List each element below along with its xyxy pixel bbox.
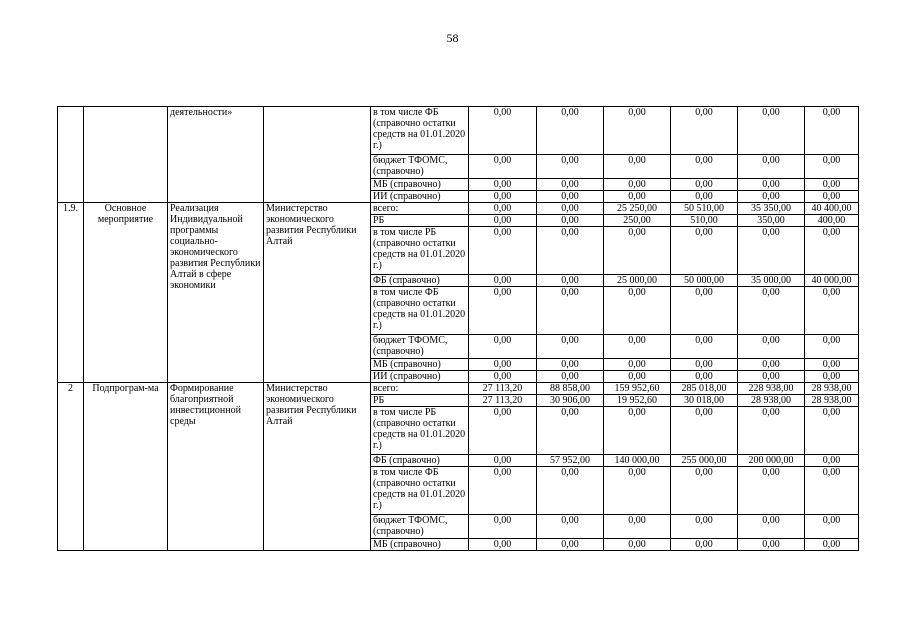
table-row	[58, 203, 859, 215]
amount-cell: 0,00	[805, 467, 859, 515]
amount-cell: 0,00	[738, 191, 805, 203]
funding-source-cell: в том числе РБ (справочно остатки средств на 01.01.2020 г.)	[371, 407, 469, 455]
amount-cell: 140 000,00	[604, 455, 671, 467]
amount-cell: 40 000,00	[805, 275, 859, 287]
amount-cell: 0,00	[604, 155, 671, 179]
funding-source-cell: в том числе РБ (справочно остатки средств на 01.01.2020 г.)	[371, 227, 469, 275]
amount-cell: 0,00	[537, 371, 604, 383]
item-title-cell: Формирование благоприятной инвестиционной среды	[168, 383, 264, 551]
funding-source-cell: МБ (справочно)	[371, 359, 469, 371]
amount-cell: 0,00	[537, 335, 604, 359]
funding-source-cell: бюджет ТФОМС, (справочно)	[371, 335, 469, 359]
amount-cell: 0,00	[537, 407, 604, 455]
amount-cell: 0,00	[604, 359, 671, 371]
funding-source-cell: всего:	[371, 203, 469, 215]
amount-cell: 0,00	[671, 107, 738, 155]
amount-cell: 0,00	[604, 107, 671, 155]
amount-cell: 0,00	[537, 359, 604, 371]
amount-cell: 88 858,00	[537, 383, 604, 395]
amount-cell: 0,00	[537, 155, 604, 179]
funding-source-cell: МБ (справочно)	[371, 539, 469, 551]
amount-cell: 0,00	[738, 227, 805, 275]
amount-cell: 27 113,20	[469, 395, 537, 407]
amount-cell: 0,00	[738, 515, 805, 539]
amount-cell: 159 952,60	[604, 383, 671, 395]
amount-cell: 0,00	[805, 155, 859, 179]
amount-cell: 0,00	[537, 275, 604, 287]
funding-source-cell: РБ	[371, 215, 469, 227]
amount-cell: 0,00	[805, 227, 859, 275]
amount-cell: 0,00	[537, 287, 604, 335]
amount-cell: 0,00	[671, 287, 738, 335]
amount-cell: 0,00	[671, 155, 738, 179]
amount-cell: 0,00	[805, 359, 859, 371]
amount-cell: 0,00	[671, 407, 738, 455]
amount-cell: 0,00	[537, 179, 604, 191]
amount-cell: 25 250,00	[604, 203, 671, 215]
amount-cell: 0,00	[537, 515, 604, 539]
amount-cell: 0,00	[805, 539, 859, 551]
amount-cell: 0,00	[469, 275, 537, 287]
amount-cell: 35 000,00	[738, 275, 805, 287]
amount-cell: 200 000,00	[738, 455, 805, 467]
amount-cell: 0,00	[469, 203, 537, 215]
funding-source-cell: всего:	[371, 383, 469, 395]
executor-cell	[264, 107, 371, 203]
amount-cell: 0,00	[469, 179, 537, 191]
amount-cell: 0,00	[738, 107, 805, 155]
amount-cell: 0,00	[469, 107, 537, 155]
amount-cell: 285 018,00	[671, 383, 738, 395]
amount-cell: 0,00	[469, 467, 537, 515]
amount-cell: 510,00	[671, 215, 738, 227]
amount-cell: 0,00	[805, 335, 859, 359]
amount-cell: 0,00	[671, 335, 738, 359]
amount-cell: 0,00	[671, 179, 738, 191]
amount-cell: 0,00	[537, 539, 604, 551]
budget-table	[57, 106, 859, 551]
amount-cell: 0,00	[738, 407, 805, 455]
amount-cell: 0,00	[469, 539, 537, 551]
funding-source-cell: ИИ (справочно)	[371, 371, 469, 383]
amount-cell: 0,00	[469, 371, 537, 383]
funding-source-cell: ИИ (справочно)	[371, 191, 469, 203]
amount-cell: 228 938,00	[738, 383, 805, 395]
amount-cell: 0,00	[604, 335, 671, 359]
item-type-cell: Подпрограм-ма	[84, 383, 168, 551]
funding-source-cell: в том числе ФБ (справочно остатки средств на 01.01.2020 г.)	[371, 287, 469, 335]
amount-cell: 0,00	[537, 467, 604, 515]
amount-cell: 0,00	[805, 407, 859, 455]
funding-source-cell: РБ	[371, 395, 469, 407]
amount-cell: 28 938,00	[738, 395, 805, 407]
amount-cell: 0,00	[604, 371, 671, 383]
amount-cell: 0,00	[604, 515, 671, 539]
row-number-cell	[58, 107, 84, 203]
amount-cell: 0,00	[469, 155, 537, 179]
amount-cell: 0,00	[537, 191, 604, 203]
amount-cell: 0,00	[469, 359, 537, 371]
amount-cell: 0,00	[738, 287, 805, 335]
amount-cell: 0,00	[738, 335, 805, 359]
amount-cell: 0,00	[469, 455, 537, 467]
amount-cell: 0,00	[738, 155, 805, 179]
amount-cell: 0,00	[671, 191, 738, 203]
amount-cell: 0,00	[805, 107, 859, 155]
item-title-cell: Реализация Индивидуальной программы социально-экономического развития Республики Алтай в сфере экономики	[168, 203, 264, 383]
executor-cell: Министерство экономического развития Республики Алтай	[264, 203, 371, 383]
table-body	[58, 107, 859, 551]
amount-cell: 28 938,00	[805, 395, 859, 407]
table-row	[58, 107, 859, 155]
page-number: 58	[446, 31, 459, 45]
amount-cell: 0,00	[604, 287, 671, 335]
funding-source-cell: бюджет ТФОМС, (справочно)	[371, 515, 469, 539]
amount-cell: 50 000,00	[671, 275, 738, 287]
amount-cell: 0,00	[469, 227, 537, 275]
amount-cell: 0,00	[604, 179, 671, 191]
item-type-cell	[84, 107, 168, 203]
amount-cell: 0,00	[537, 215, 604, 227]
amount-cell: 57 952,00	[537, 455, 604, 467]
amount-cell: 0,00	[469, 215, 537, 227]
amount-cell: 30 018,00	[671, 395, 738, 407]
amount-cell: 0,00	[469, 515, 537, 539]
amount-cell: 0,00	[537, 227, 604, 275]
funding-source-cell: в том числе ФБ (справочно остатки средств на 01.01.2020 г.)	[371, 107, 469, 155]
item-type-cell: Основное мероприятие	[84, 203, 168, 383]
amount-cell: 0,00	[805, 515, 859, 539]
item-title-cell: деятельности»	[168, 107, 264, 203]
amount-cell: 0,00	[805, 179, 859, 191]
amount-cell: 40 400,00	[805, 203, 859, 215]
amount-cell: 0,00	[671, 227, 738, 275]
amount-cell: 400,00	[805, 215, 859, 227]
amount-cell: 350,00	[738, 215, 805, 227]
funding-source-cell: ФБ (справочно)	[371, 455, 469, 467]
amount-cell: 0,00	[537, 203, 604, 215]
amount-cell: 0,00	[805, 455, 859, 467]
amount-cell: 0,00	[671, 371, 738, 383]
amount-cell: 0,00	[671, 359, 738, 371]
amount-cell: 255 000,00	[671, 455, 738, 467]
amount-cell: 0,00	[738, 539, 805, 551]
amount-cell: 0,00	[469, 407, 537, 455]
funding-source-cell: в том числе ФБ (справочно остатки средств на 01.01.2020 г.)	[371, 467, 469, 515]
amount-cell: 0,00	[671, 539, 738, 551]
amount-cell: 0,00	[469, 191, 537, 203]
amount-cell: 0,00	[604, 191, 671, 203]
amount-cell: 35 350,00	[738, 203, 805, 215]
amount-cell: 28 938,00	[805, 383, 859, 395]
amount-cell: 25 000,00	[604, 275, 671, 287]
amount-cell: 19 952,60	[604, 395, 671, 407]
row-number-cell: 2	[58, 383, 84, 551]
table-row	[58, 383, 859, 395]
amount-cell: 0,00	[604, 407, 671, 455]
amount-cell: 30 906,00	[537, 395, 604, 407]
amount-cell: 0,00	[671, 467, 738, 515]
amount-cell: 27 113,20	[469, 383, 537, 395]
amount-cell: 0,00	[604, 467, 671, 515]
amount-cell: 0,00	[738, 371, 805, 383]
amount-cell: 0,00	[537, 107, 604, 155]
amount-cell: 0,00	[469, 335, 537, 359]
amount-cell: 0,00	[604, 539, 671, 551]
funding-source-cell: ФБ (справочно)	[371, 275, 469, 287]
row-number-cell: 1.9.	[58, 203, 84, 383]
executor-cell: Министерство экономического развития Республики Алтай	[264, 383, 371, 551]
amount-cell: 0,00	[671, 515, 738, 539]
amount-cell: 250,00	[604, 215, 671, 227]
amount-cell: 0,00	[805, 191, 859, 203]
amount-cell: 0,00	[604, 227, 671, 275]
funding-source-cell: бюджет ТФОМС, (справочно)	[371, 155, 469, 179]
amount-cell: 0,00	[738, 359, 805, 371]
amount-cell: 0,00	[469, 287, 537, 335]
amount-cell: 0,00	[805, 371, 859, 383]
funding-source-cell: МБ (справочно)	[371, 179, 469, 191]
amount-cell: 0,00	[805, 287, 859, 335]
amount-cell: 0,00	[738, 179, 805, 191]
amount-cell: 50 510,00	[671, 203, 738, 215]
amount-cell: 0,00	[738, 467, 805, 515]
